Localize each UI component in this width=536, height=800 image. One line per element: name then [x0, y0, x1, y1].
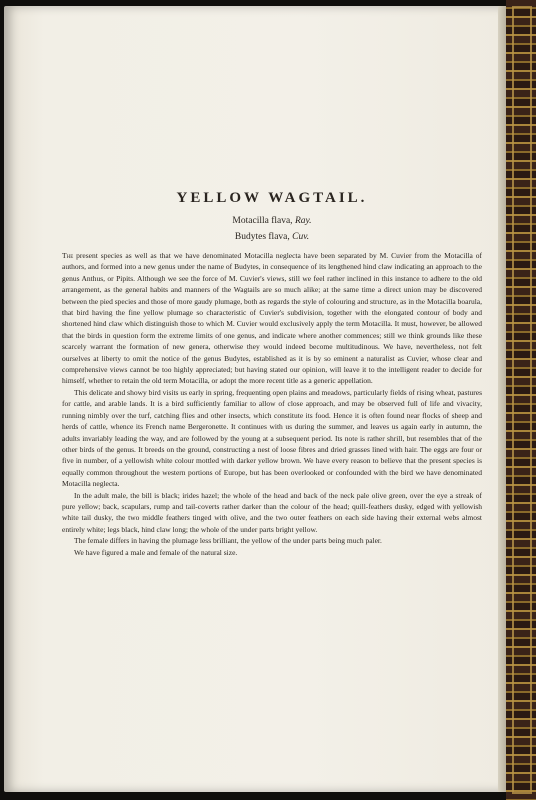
page-title: YELLOW WAGTAIL. [176, 190, 368, 206]
paragraph: This delicate and showy bird visits us early in spring, frequenting open plains and meadows, particularly fields of rising wheat, pastures for cattle, and arable lands. It is a bird sufficiently familiar to allow of close approach, and may be observed full of life and vivacity, running nimbly over the turf, catching flies and other insects, which constitute its food. Hence it is often found near flocks of sheep and herds of cattle, whence its French name Bergeronette. It continues with us during the summer, and leaves us again early in autumn, the adults invariably leading the way, and are followed by the young at a subsequent period. Its note is rather shrill, but resembles that of the other birds of the genus. It breeds on the ground, constructing a nest of loose fibres and dried grasses lined with hair. The eggs are four or five in number, of a yellowish white colour mottled with darker yellow brown. We have every reason to believe that the present species is equally common throughout the western portions of Europe, but has been overlooked or confounded with the bird we have denominated Motacilla neglecta. [62, 387, 482, 489]
synonym-line-1 [62, 216, 482, 226]
page-edge [498, 6, 506, 792]
synonym-name: Motacilla flava, [232, 216, 293, 226]
paragraph: The female differs in having the plumage less brilliant, the yellow of the under parts being much paler. [74, 536, 382, 546]
synonym-line-2 [62, 232, 482, 242]
page-content [62, 190, 482, 558]
body-text [62, 250, 482, 558]
synonym-name: Budytes flava, [234, 232, 290, 242]
paragraph-lead: The [62, 251, 74, 260]
gilt-binding [506, 0, 536, 800]
paragraph-text: present species as well as that we have denominated Motacilla neglecta have been separated by M. Cuvier from the Motacilla of authors, and formed into a new genus under the name of Budytes, in consequence of its lengthened hind claw indicating an approach to the genus Anthus, or Pipits. Although we see the force of M. Cuvier's views, still we feel rather inclined in this instance to adhere to the old arrangement, as the general habits and manners of the Wagtails are so much alike; at the same time a direct union may be discovered between the pied species and those of more gaudy plumage, both as regards the style of colouring and structure, as in the Motacilla boarula, that bird having the fine yellow plumage so characteristic of Cuvier's subdivision, together with the elongated contour of body and shortened hind claw which distinguish those to which M. Cuvier would exclusively apply the term Motacilla. It must, however, be allowed that the birds in question form the extreme limits of one genus, and indicate where another commences; still we think grounds like these scarcely warrant the formation of new genera, otherwise they would indeed become multitudinous. We have, nevertheless, not felt ourselves at liberty to omit the notice of the genus Budytes, established as it is by so eminent a naturalist as Cuvier, whose clear and comprehensive views cannot be too highly appreciated; but having stated our opinion, will leave it to the intelligent reader to decide for himself, whether to retain the old term Motacilla, or adopt the more recent title as a generic appellation. [62, 251, 482, 386]
paragraph: We have figured a male and female of the natural size. [74, 547, 238, 557]
paragraph: In the adult male, the bill is black; irides hazel; the whole of the head and back of the neck pale olive green, over the eye a streak of pure yellow; back, scapulars, rump and tail-coverts rather darker than the colour of the head; quill-feathers dusky, edged with yellowish white tail dusky, the two middle feathers tinged with olive, and the two outer feathers on each side having their external webs almost entirely white; legs black, hind claw long; the whole of the under parts bright yellow. [62, 490, 482, 534]
synonym-authority: Cuv. [292, 232, 310, 242]
paragraph [62, 250, 482, 387]
synonym-authority: Ray. [294, 216, 312, 226]
